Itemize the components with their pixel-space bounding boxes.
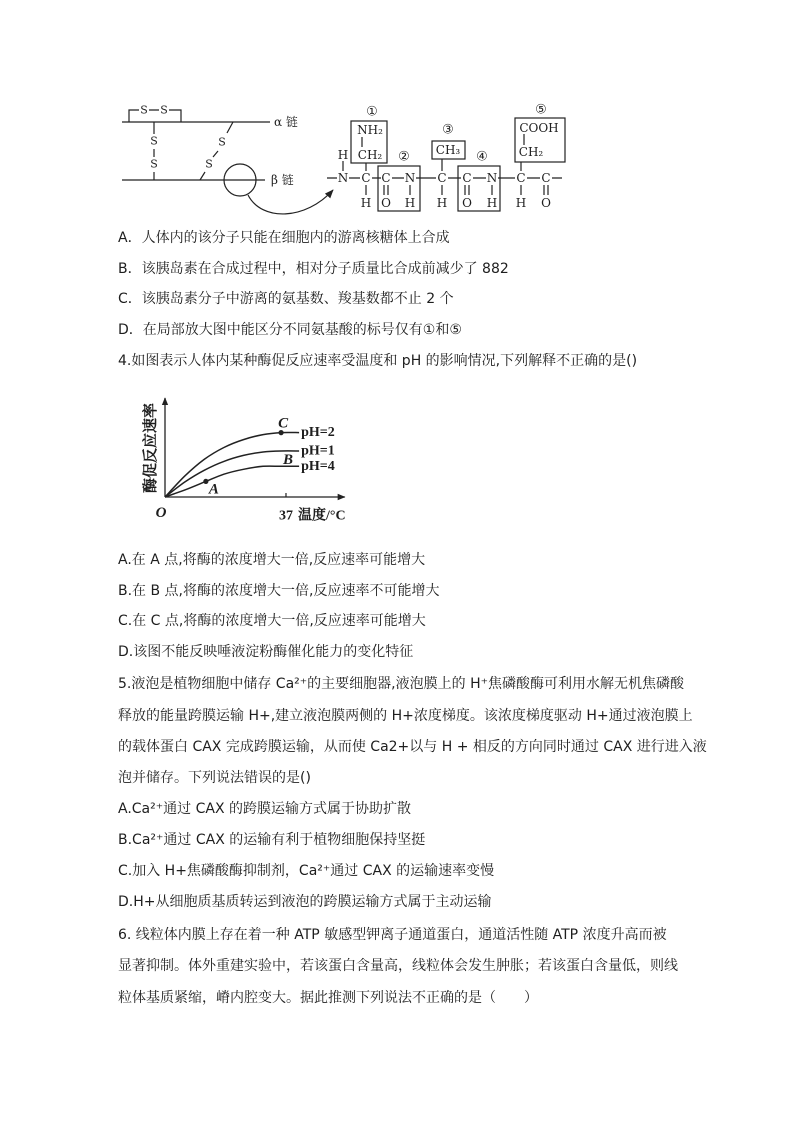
series-group <box>165 425 335 497</box>
nitrogen-atom: N <box>486 171 498 185</box>
q5-option-d: D.H+从细胞质基质转运到液泡的跨膜运输方式属于主动运输 <box>118 894 492 910</box>
oxygen-atom: O <box>381 196 391 210</box>
marker-1: ① <box>366 104 378 120</box>
marker-3: ③ <box>442 122 454 138</box>
q5-option-a: A.Ca²⁺通过 CAX 的跨膜运输方式属于协助扩散 <box>118 801 411 817</box>
r-group-5-bottom: CH₂ <box>518 145 544 159</box>
carbon-atom: C <box>437 171 447 185</box>
point-label-a: A <box>208 481 219 498</box>
oxygen-atom: O <box>462 196 472 210</box>
sulfur-atom: S <box>160 103 168 117</box>
intrachain-disulfide-bond <box>129 110 181 122</box>
q4-option-b: B.在 B 点,将酶的浓度增大一倍,反应速率不可能增大 <box>118 583 440 599</box>
q6-stem-line: 6. 线粒体内膜上存在着一种 ATP 敏感型钾离子通道蛋白，通道活性随 ATP 浓度升高而被 <box>118 927 667 943</box>
carbon-atom: C <box>541 171 551 185</box>
marker-5: ⑤ <box>535 102 547 118</box>
q6-stem-line: 粒体基质紧缩，嵴内腔变大。据此推测下列说法不正确的是（ ） <box>118 990 538 1006</box>
x-tick-label: 37 <box>278 508 293 524</box>
sulfur-atom: S <box>150 134 158 148</box>
r-group-1-bottom: CH₂ <box>357 148 383 162</box>
series-line-ph-2 <box>165 432 299 497</box>
carbon-atom: C <box>462 171 472 185</box>
carbon-atom: C <box>381 171 391 185</box>
q4-stem: 4.如图表示人体内某种酶促反应速率受温度和 pH 的影响情况,下列解释不正确的是() <box>118 353 638 369</box>
r-group-1-top: NH₂ <box>357 123 383 137</box>
point-marker-a <box>203 479 208 484</box>
q5-option-c: C.加入 H+焦磷酸酶抑制剂，Ca²⁺通过 CAX 的运输速率变慢 <box>118 863 495 879</box>
sulfur-atom: S <box>150 157 158 171</box>
marker-2: ② <box>398 149 410 165</box>
q6-stem-line: 显著抑制。体外重建实验中，若该蛋白含量高，线粒体会发生肿胀；若该蛋白含量低，则线 <box>118 958 678 974</box>
points-group <box>203 416 293 498</box>
hydrogen-atom: H <box>486 196 498 210</box>
hydrogen-atom: H <box>404 196 416 210</box>
q3-option-a: A．人体内的该分子只能在细胞内的游离核糖体上合成 <box>118 230 450 246</box>
origin-label: O <box>155 505 167 521</box>
point-label-b: B <box>282 451 293 468</box>
sulfur-atom: S <box>205 157 213 171</box>
q4-option-a: A.在 A 点,将酶的浓度增大一倍,反应速率可能增大 <box>118 552 426 568</box>
x-axis-label: 温度/°C <box>298 508 346 524</box>
q5-option-b: B.Ca²⁺通过 CAX 的运输有利于植物细胞保持坚挺 <box>118 832 426 848</box>
series-label-ph-4: pH=4 <box>301 458 335 474</box>
sulfur-atom: S <box>218 135 226 149</box>
enzyme-rate-chart <box>130 388 360 530</box>
oxygen-atom: O <box>541 196 551 210</box>
q5-stem-line: 的载体蛋白 CAX 完成跨膜运输，从而使 Ca2+以与 H + 相反的方向同时通过 CAX 进行进入液 <box>118 739 707 755</box>
nitrogen-atom: N <box>337 171 349 185</box>
q5-stem-line: 5.液泡是植物细胞中储存 Ca²⁺的主要细胞器,液泡膜上的 H⁺焦磷酸酶可利用水解无机焦磷酸 <box>118 676 684 692</box>
hydrogen-atom: H <box>360 196 372 210</box>
q5-stem-line: 泡并储存。下列说法错误的是() <box>118 770 311 786</box>
q3-option-b: B．该胰岛素在合成过程中，相对分子质量比合成前减少了 882 <box>118 261 509 277</box>
q4-option-d: D.该图不能反映唾液淀粉酶催化能力的变化特征 <box>118 644 414 660</box>
q4-option-c: C.在 C 点,将酶的浓度增大一倍,反应速率可能增大 <box>118 613 426 629</box>
hydrogen-atom: H <box>515 196 527 210</box>
marker-4: ④ <box>476 149 488 165</box>
sulfur-atom: S <box>140 103 148 117</box>
q5-stem-line: 释放的能量跨膜运输 H+,建立液泡膜两侧的 H+浓度梯度。该浓度梯度驱动 H+通过液泡膜上 <box>118 708 693 724</box>
nitrogen-atom: N <box>404 171 416 185</box>
q3-option-d: D．在局部放大图中能区分不同氨基酸的标号仅有①和⑤ <box>118 322 462 338</box>
series-label-ph-2: pH=2 <box>301 425 335 441</box>
magnify-arrow <box>248 190 333 214</box>
hydrogen-atom: H <box>436 196 448 210</box>
beta-chain-label: β 链 <box>271 173 294 187</box>
r-group-3: CH₃ <box>435 143 461 157</box>
y-axis-label: 酶促反应速率 <box>143 402 159 494</box>
point-label-c: C <box>278 415 289 432</box>
interchain-disulfide-bond-diagonal <box>200 122 233 180</box>
carbon-atom: C <box>516 171 526 185</box>
alpha-chain-label: α 链 <box>274 115 298 129</box>
r-group-5-top: COOH <box>519 121 559 135</box>
carbon-atom: C <box>361 171 371 185</box>
series-label-ph-1: pH=1 <box>301 443 335 459</box>
q3-option-c: C．该胰岛素分子中游离的氨基数、羧基数都不止 2 个 <box>118 291 454 307</box>
insulin-structure-diagram <box>0 0 794 230</box>
hydrogen-atom: H <box>337 148 349 162</box>
